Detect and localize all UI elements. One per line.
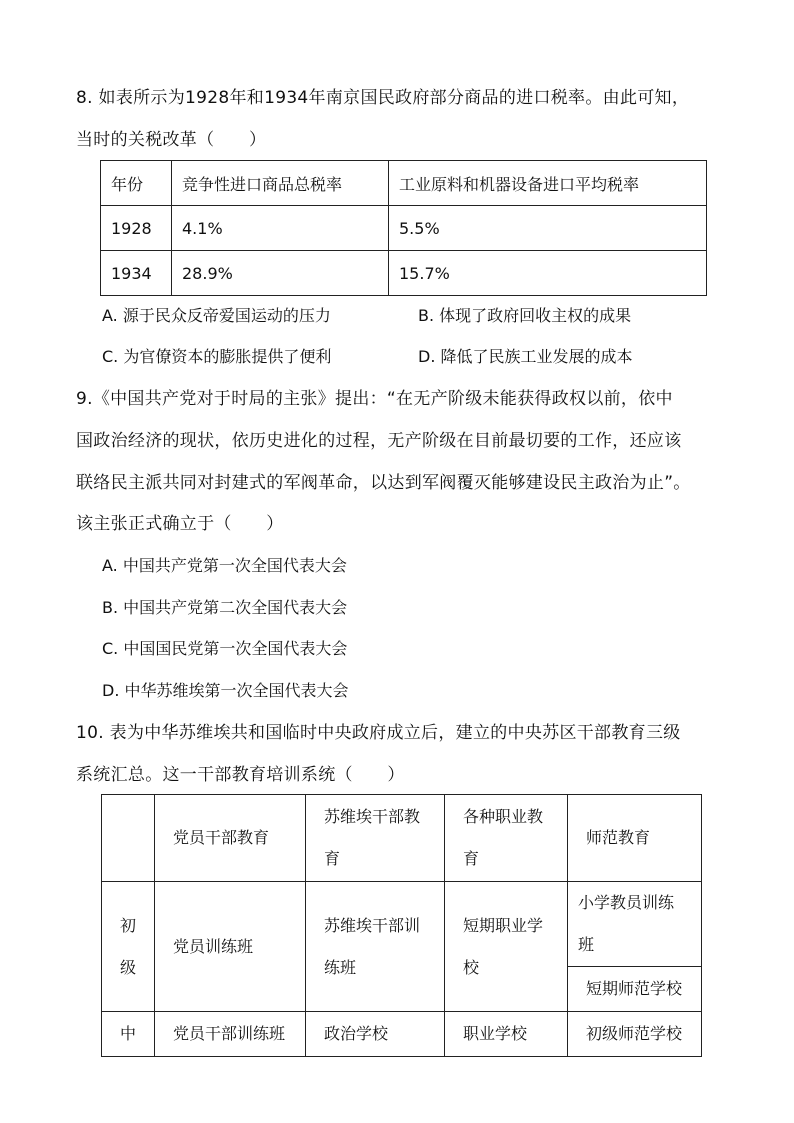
q9-option-d[interactable]: D. 中华苏维埃第一次全国代表大会 [102,681,349,700]
q8-option-d[interactable]: D. 降低了民族工业发展的成本 [418,347,633,366]
q8-option-c[interactable]: C. 为官僚资本的膨胀提供了便利 [102,347,332,366]
table-cell-line: 各种职业教 [463,807,544,826]
table-cell [445,882,568,1012]
table-header-row [101,161,707,206]
table-header-cell: 年份 [101,161,172,206]
table-row [102,1012,702,1057]
q9-stem-line-3: 联络民主派共同对封建式的军阀革命，以达到军阀覆灭能够建设民主政治为止”。 [76,473,691,493]
table-cell-line: 小学教员训练 [578,893,675,912]
table-row-header-cell [102,882,155,1012]
table-cell: 15.7% [389,251,707,296]
table-cell: 党员干部训练班 [155,1012,306,1057]
table-cell: 1928 [101,206,172,251]
table-cell: 1934 [101,251,172,296]
table-cell: 初级师范学校 [568,1012,702,1057]
q9-stem-line-4: 该主张正式确立于（ ） [76,514,284,534]
table-cell: 政治学校 [306,1012,445,1057]
table-header-cell: 党员干部教育 [155,795,306,882]
table-cell-line: 育 [324,849,341,868]
table-row [101,251,707,296]
q8-stem-line-1: 8. 如表所示为1928年和1934年南京国民政府部分商品的进口税率。由此可知， [76,88,690,108]
q10-stem-line-1: 10. 表为中华苏维埃共和国临时中央政府成立后，建立的中央苏区干部教育三级 [76,723,681,743]
q9-option-a[interactable]: A. 中国共产党第一次全国代表大会 [102,556,347,575]
table-cell [306,882,445,1012]
table-cell [568,882,702,967]
table-header-cell: 竞争性进口商品总税率 [172,161,389,206]
table-cell-line: 练班 [324,957,357,977]
table-cell-line: 短期职业学 [463,915,544,935]
table-row [101,206,707,251]
table-cell: 短期师范学校 [568,967,702,1012]
table-cell: 党员训练班 [155,882,306,1012]
table-cell-line: 级 [120,957,137,977]
table-header-cell: 师范教育 [568,795,702,882]
table-cell: 4.1% [172,206,389,251]
table-cell: 5.5% [389,206,707,251]
table-header-cell: 工业原料和机器设备进口平均税率 [389,161,707,206]
table-header-cell [306,795,445,882]
table-cell: 职业学校 [445,1012,568,1057]
table-cell-line: 苏维埃干部教 [324,807,421,826]
q8-option-b[interactable]: B. 体现了政府回收主权的成果 [418,306,632,325]
q8-option-a[interactable]: A. 源于民众反帝爱国运动的压力 [102,306,331,325]
q8-stem-line-2: 当时的关税改革（ ） [76,130,267,150]
table-header-cell [445,795,568,882]
table-header-cell-empty [102,795,155,882]
table-row [102,882,702,967]
table-cell-line: 校 [463,957,480,977]
table-cell-line: 苏维埃干部训 [324,915,421,935]
q9-option-b[interactable]: B. 中国共产党第二次全国代表大会 [102,598,348,617]
q8-tariff-table [100,160,707,296]
q10-education-table [101,794,702,1057]
table-cell-line: 班 [578,935,595,954]
table-cell-line: 育 [463,849,480,868]
table-header-row [102,795,702,882]
q9-stem-line-2: 国政治经济的现状，依历史进化的过程，无产阶级在目前最切要的工作，还应该 [76,431,682,451]
table-cell-line: 初 [120,915,137,935]
table-cell: 28.9% [172,251,389,296]
table-row-header-cell: 中 [102,1012,155,1057]
q9-stem-line-1: 9.《中国共产党对于时局的主张》提出：“在无产阶级未能获得政权以前，依中 [76,389,673,409]
q10-stem-line-2: 系统汇总。这一干部教育培训系统（ ） [76,765,405,785]
q9-option-c[interactable]: C. 中国国民党第一次全国代表大会 [102,639,348,658]
